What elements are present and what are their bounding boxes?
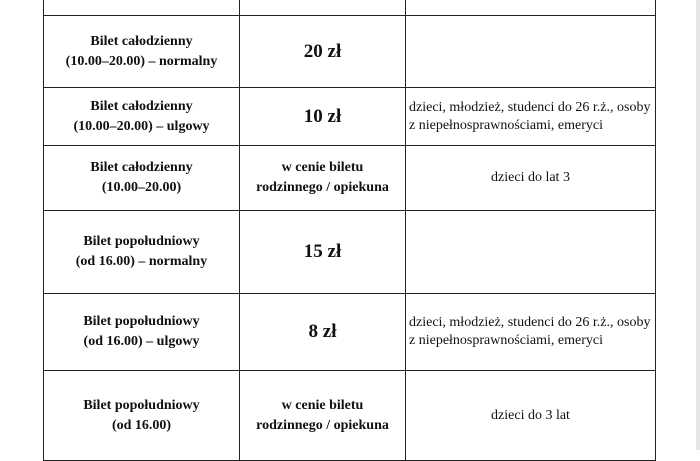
ticket-name: Bilet całodzienny (10.00–20.00) — [44, 146, 240, 211]
ticket-name: Bilet popołudniowy (od 16.00) – ulgowy — [44, 294, 240, 371]
table-header-row — [44, 0, 656, 16]
table-row — [44, 16, 656, 88]
ticket-price: 10 zł — [240, 88, 406, 146]
ticket-price: 15 zł — [240, 211, 406, 294]
ticket-eligibility: dzieci, młodzież, studenci do 26 r.ż., osoby z niepełnosprawnościami, emeryci — [406, 88, 656, 146]
ticket-name: Bilet popołudniowy (od 16.00) — [44, 371, 240, 461]
table-row — [44, 88, 656, 146]
ticket-price-table — [43, 0, 656, 461]
ticket-eligibility: dzieci, młodzież, studenci do 26 r.ż., osoby z niepełnosprawnościami, emeryci — [406, 294, 656, 371]
ticket-price: 20 zł — [240, 16, 406, 88]
table-row — [44, 294, 656, 371]
ticket-name: Bilet całodzienny (10.00–20.00) – ulgowy — [44, 88, 240, 146]
ticket-eligibility: dzieci do 3 lat — [406, 371, 656, 461]
table-row — [44, 211, 656, 294]
ticket-eligibility — [406, 16, 656, 88]
ticket-name: Bilet całodzienny (10.00–20.00) – normalny — [44, 16, 240, 88]
ticket-price: w cenie biletu rodzinnego / opiekuna — [240, 146, 406, 211]
ticket-price: w cenie biletu rodzinnego / opiekuna — [240, 371, 406, 461]
scrollbar[interactable] — [696, 0, 700, 450]
table-row — [44, 371, 656, 461]
ticket-price: 8 zł — [240, 294, 406, 371]
table-row — [44, 146, 656, 211]
ticket-eligibility — [406, 211, 656, 294]
ticket-name: Bilet popołudniowy (od 16.00) – normalny — [44, 211, 240, 294]
ticket-eligibility: dzieci do lat 3 — [406, 146, 656, 211]
